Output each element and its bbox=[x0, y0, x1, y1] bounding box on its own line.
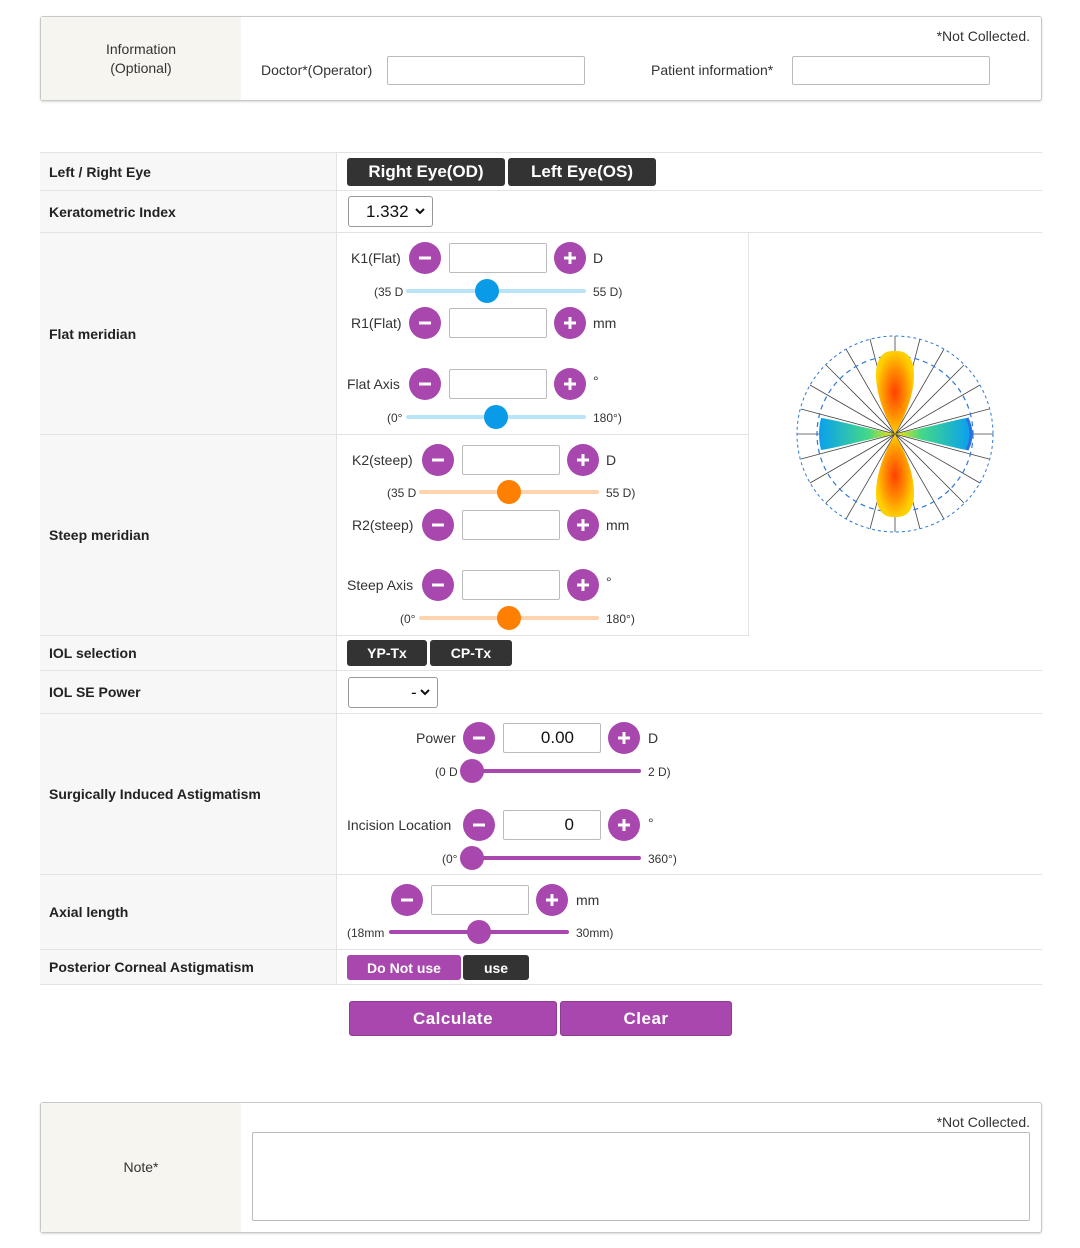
minus-icon bbox=[418, 251, 432, 265]
minus-icon bbox=[472, 818, 486, 832]
iol-se-power-label: IOL SE Power bbox=[40, 671, 337, 713]
minus-icon bbox=[431, 453, 445, 467]
note-panel bbox=[40, 1102, 1042, 1233]
flat-axis-range-max: 180°) bbox=[593, 411, 622, 425]
r2-label: R2(steep) bbox=[352, 517, 414, 533]
flat-axis-label: Flat Axis bbox=[347, 376, 400, 392]
sia-incision-range-max: 360°) bbox=[648, 852, 677, 866]
plus-icon bbox=[576, 578, 590, 592]
r1-input[interactable] bbox=[449, 308, 547, 338]
flat-axis-slider-thumb[interactable] bbox=[484, 405, 508, 429]
r2-plus-button[interactable] bbox=[567, 509, 599, 541]
doctor-label: Doctor*(Operator) bbox=[261, 62, 373, 78]
axial-range-max: 30mm) bbox=[576, 926, 614, 940]
k1-range-max: 55 D) bbox=[593, 285, 623, 299]
k1-label: K1(Flat) bbox=[351, 250, 401, 266]
axial-range-min: (18mm bbox=[347, 926, 385, 940]
note-label: Note* bbox=[41, 1103, 241, 1232]
sia-incision-unit: ° bbox=[648, 815, 654, 831]
sia-incision-range-min: (0° bbox=[442, 852, 458, 866]
pca-row bbox=[40, 950, 1042, 985]
sia-power-range-min: (0 D bbox=[435, 765, 458, 779]
plus-icon bbox=[563, 316, 577, 330]
diagram-lobe-bottom bbox=[876, 434, 914, 517]
sia-incision-label: Incision Location bbox=[347, 817, 452, 833]
steep-axis-minus-button[interactable] bbox=[422, 569, 454, 601]
k1-minus-button[interactable] bbox=[409, 242, 441, 274]
keratometric-index-select[interactable] bbox=[348, 196, 433, 227]
sia-incision-plus-button[interactable] bbox=[608, 809, 640, 841]
r2-minus-button[interactable] bbox=[422, 509, 454, 541]
axial-length-row bbox=[40, 875, 1042, 950]
r1-unit: mm bbox=[593, 315, 617, 331]
sia-power-minus-button[interactable] bbox=[463, 722, 495, 754]
left-eye-button[interactable]: Left Eye(OS) bbox=[508, 158, 656, 186]
clear-button[interactable]: Clear bbox=[560, 1001, 732, 1036]
k1-slider-thumb[interactable] bbox=[475, 279, 499, 303]
steep-axis-range-min: (0° bbox=[400, 612, 416, 626]
k2-unit: D bbox=[606, 452, 617, 468]
steep-axis-label: Steep Axis bbox=[347, 577, 414, 593]
keratometric-index-value: 1.332 bbox=[366, 201, 409, 221]
sia-incision-slider-thumb[interactable] bbox=[460, 846, 484, 870]
flat-axis-unit: ° bbox=[593, 373, 599, 389]
r2-input[interactable] bbox=[462, 510, 560, 540]
minus-icon bbox=[400, 893, 414, 907]
k1-range-min: (35 D bbox=[374, 285, 404, 299]
plus-icon bbox=[576, 518, 590, 532]
iol-se-power-row bbox=[40, 671, 1042, 714]
chevron-down-icon bbox=[419, 686, 431, 698]
information-panel bbox=[40, 16, 1042, 101]
flat-axis-plus-button[interactable] bbox=[554, 368, 586, 400]
sia-power-range-max: 2 D) bbox=[648, 765, 671, 779]
k1-plus-button[interactable] bbox=[554, 242, 586, 274]
sia-power-slider-thumb[interactable] bbox=[460, 759, 484, 783]
iol-selection-row bbox=[40, 636, 1042, 671]
patient-info-label: Patient information* bbox=[651, 62, 774, 78]
sia-power-slider-track[interactable] bbox=[472, 769, 641, 773]
chevron-down-icon bbox=[414, 205, 426, 217]
axial-unit: mm bbox=[576, 892, 600, 908]
plus-icon bbox=[617, 731, 631, 745]
r2-unit: mm bbox=[606, 517, 630, 533]
axial-plus-button[interactable] bbox=[536, 884, 568, 916]
minus-icon bbox=[418, 377, 432, 391]
flat-axis-minus-button[interactable] bbox=[409, 368, 441, 400]
eye-row bbox=[40, 152, 1042, 191]
sia-incision-minus-button[interactable] bbox=[463, 809, 495, 841]
keratometric-index-label: Keratometric Index bbox=[40, 191, 337, 232]
r1-minus-button[interactable] bbox=[409, 307, 441, 339]
pca-use-button[interactable]: use bbox=[463, 955, 529, 980]
iol-selection-label: IOL selection bbox=[40, 636, 337, 670]
plus-icon bbox=[617, 818, 631, 832]
sia-incision-slider-track[interactable] bbox=[472, 856, 641, 860]
right-eye-button[interactable]: Right Eye(OD) bbox=[347, 158, 505, 186]
plus-icon bbox=[545, 893, 559, 907]
information-label-line1: Information bbox=[105, 40, 177, 57]
k2-plus-button[interactable] bbox=[567, 444, 599, 476]
patient-info-input[interactable] bbox=[792, 56, 990, 85]
eye-row-label: Left / Right Eye bbox=[40, 153, 337, 190]
diagram-lobe-top bbox=[876, 351, 914, 434]
axial-length-label: Axial length bbox=[40, 875, 337, 949]
k2-range-min: (35 D bbox=[387, 486, 417, 500]
minus-icon bbox=[472, 731, 486, 745]
plus-icon bbox=[576, 453, 590, 467]
iol-se-power-select[interactable] bbox=[348, 677, 438, 708]
note-textarea[interactable] bbox=[252, 1132, 1030, 1221]
information-label-line2: (Optional) bbox=[110, 59, 172, 76]
k1-unit: D bbox=[593, 250, 604, 266]
pca-label: Posterior Corneal Astigmatism bbox=[40, 950, 337, 984]
sia-label: Surgically Induced Astigmatism bbox=[40, 714, 337, 874]
axial-minus-button[interactable] bbox=[391, 884, 423, 916]
astigmatism-diagram bbox=[749, 233, 1043, 636]
steep-meridian-label: Steep meridian bbox=[40, 435, 337, 635]
steep-axis-plus-button[interactable] bbox=[567, 569, 599, 601]
steep-axis-unit: ° bbox=[606, 574, 612, 590]
iol-cp-tx-button[interactable]: CP-Tx bbox=[430, 640, 512, 666]
k2-label: K2(steep) bbox=[352, 452, 413, 468]
note-not-collected: *Not Collected. bbox=[936, 1114, 1030, 1130]
k2-slider-thumb[interactable] bbox=[497, 480, 521, 504]
sia-power-unit: D bbox=[648, 730, 659, 746]
sia-power-input[interactable]: 0.00 bbox=[503, 723, 601, 753]
sia-row bbox=[40, 714, 1042, 875]
doctor-input[interactable] bbox=[387, 56, 585, 85]
information-label bbox=[41, 17, 241, 100]
not-collected-note: *Not Collected. bbox=[936, 28, 1030, 44]
plus-icon bbox=[563, 251, 577, 265]
steep-axis-range-max: 180°) bbox=[606, 612, 635, 626]
k2-input[interactable] bbox=[462, 445, 560, 475]
sia-power-label: Power bbox=[416, 730, 456, 746]
r1-plus-button[interactable] bbox=[554, 307, 586, 339]
flat-axis-range-min: (0° bbox=[387, 411, 403, 425]
steep-axis-slider-thumb[interactable] bbox=[497, 606, 521, 630]
plus-icon bbox=[563, 377, 577, 391]
pca-do-not-use-button[interactable]: Do Not use bbox=[347, 955, 461, 980]
minus-icon bbox=[418, 316, 432, 330]
k1-input[interactable] bbox=[449, 243, 547, 273]
steep-axis-input[interactable] bbox=[462, 570, 560, 600]
axial-slider-thumb[interactable] bbox=[467, 920, 491, 944]
minus-icon bbox=[431, 518, 445, 532]
k2-minus-button[interactable] bbox=[422, 444, 454, 476]
flat-meridian-label: Flat meridian bbox=[40, 233, 337, 434]
axial-input[interactable] bbox=[431, 885, 529, 915]
flat-axis-input[interactable] bbox=[449, 369, 547, 399]
calculate-button[interactable]: Calculate bbox=[349, 1001, 557, 1036]
astigmatism-diagram-panel bbox=[748, 233, 1042, 636]
sia-power-plus-button[interactable] bbox=[608, 722, 640, 754]
r1-label: R1(Flat) bbox=[351, 315, 402, 331]
sia-incision-input[interactable]: 0 bbox=[503, 810, 601, 840]
keratometric-index-row bbox=[40, 191, 1042, 233]
iol-se-power-value: - bbox=[411, 682, 417, 702]
minus-icon bbox=[431, 578, 445, 592]
k2-range-max: 55 D) bbox=[606, 486, 636, 500]
iol-yp-tx-button[interactable]: YP-Tx bbox=[347, 640, 427, 666]
